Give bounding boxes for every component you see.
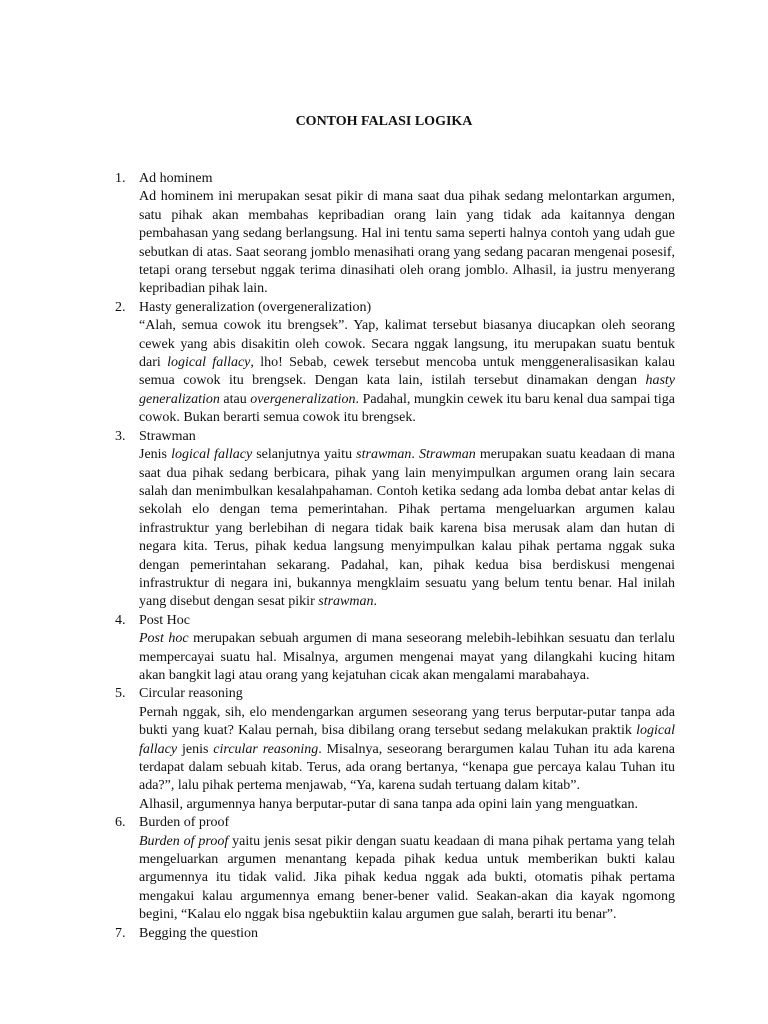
item-heading: Circular reasoning — [139, 686, 243, 702]
item-number: 4. — [115, 612, 126, 628]
text-run: . — [373, 594, 377, 610]
item-heading: Post Hoc — [139, 612, 190, 628]
text-run: atau — [219, 391, 251, 407]
item-paragraph — [139, 704, 675, 796]
fallacy-item — [115, 612, 675, 686]
item-paragraph — [139, 446, 675, 612]
text-run: Pernah nggak, sih, elo mendengarkan argumen seseorang yang terus berputar-putar tanpa ada bukti yang kuat? Kalau pernah, bisa dibilang orang tersebut sedang melakukan praktik — [139, 704, 675, 739]
emphasized-term: circular reasoning — [213, 741, 319, 757]
item-number: 1. — [115, 171, 126, 186]
item-heading: Strawman — [139, 428, 196, 444]
item-heading: Begging the question — [139, 925, 258, 941]
item-number: 2. — [115, 299, 126, 315]
document-title: CONTOH FALASI LOGIKA — [295, 114, 473, 129]
item-paragraph — [139, 317, 675, 427]
text-run: merupakan suatu keadaan di mana saat dua pihak sedang berbicara, pihak yang lain menyimpulkan argumen orang lain secara salah dan menimbulkan kesalahpahaman. Contoh ketika sedang ada lomba debat antar kelas di sekolah elo dengan tema pemerintahan. Pihak pertama mengeluarkan argumen kalau infrastruktur yang berlebihan di negara tidak baik karena bisa merusak alam dan hutan di negara kita. Terus, pihak kedua langsung menyimpulkan kalau pihak pertama nggak suka dengan pemerintahan sekarang. Padahal, kan, pihak kedua bisa berdiskusi mengenai infrastruktur di negara ini, bukannya mengklaim sesuatu yang belum tentu benar. Hal inilah yang disebut dengan sesat pikir — [139, 447, 676, 610]
emphasized-term: logical fallacy — [171, 447, 253, 463]
fallacy-item — [115, 814, 675, 924]
text-run: , lho! Sebab, cewek tersebut mencoba untuk menggeneralisasikan kalau semua cowok itu brengsek. Dengan kata lain, istilah tersebut dinamakan dengan — [139, 355, 675, 389]
text-run: . — [411, 447, 419, 463]
text-run: merupakan sebuah argumen di mana seseorang melebih-lebihkan sesuatu dan terlalu mempercayai suatu hal. Misalnya, argumen mengenai mayat yang dilangkahi kucing hitam akan bangkit lagi atau orang yang kejatuhan cicak akan mengalami marabahaya. — [139, 631, 675, 683]
fallacy-item — [115, 685, 675, 814]
item-number: 7. — [115, 925, 126, 941]
text-run: Ad hominem ini merupakan sesat pikir di mana saat dua pihak sedang melontarkan argumen, satu pihak akan membahas kepribadian orang lain yang tidak ada kaitannya dengan pembahasan yang sedang berlangsung. Hal ini tentu sama seperti halnya contoh yang udah gue sebutkan di atas. Saat seorang jomblo menasihati orang yang sedang pacaran mengenai posesif, tetapi orang tersebut nggak terima dinasihati oleh orang jomblo. Alhasil, ia justru menyerang kepribadian pihak lain. — [139, 189, 675, 297]
emphasized-term: Post hoc — [139, 631, 189, 647]
item-heading: Ad hominem — [139, 171, 213, 186]
text-run: selanjutnya yaitu — [252, 447, 357, 463]
fallacy-item — [115, 170, 675, 299]
fallacy-item — [115, 428, 675, 612]
text-run: . Padahal, mungkin cewek itu baru kenal dua sampai tiga cowok. Bukan berarti semua cowok itu brengsek. — [139, 391, 675, 426]
emphasized-term: Burden of proof — [139, 833, 229, 849]
text-run: yaitu jenis sesat pikir dengan suatu keadaan di mana pihak pertama yang telah mengeluarkan argumen menantang kepada pihak kedua untuk memberikan bukti kalau argumennya itu tidak valid. Jika pihak kedua nggak ada bukti, otomatis pihak pertama mengakui kalau argumennya emang bener-bener valid. Seakan-akan dia kayak ngomong begini, “Kalau elo nggak bisa ngebuktiin kalau argumen gue salah, berarti itu benar”. — [139, 833, 675, 923]
fallacy-list — [115, 170, 675, 943]
emphasized-term: logical fallacy — [167, 355, 251, 371]
item-number: 6. — [115, 815, 126, 831]
text-run: Alhasil, argumennya hanya berputar-putar di sana tanpa ada opini lain yang menguatkan. — [139, 796, 639, 812]
item-paragraph — [139, 188, 675, 298]
emphasized-term: logical fallacy — [139, 723, 675, 757]
fallacy-item — [115, 925, 675, 943]
item-heading: Hasty generalization (overgeneralization) — [139, 299, 372, 315]
item-paragraph — [139, 796, 675, 814]
emphasized-term: overgeneralization — [250, 391, 356, 407]
item-heading: Burden of proof — [139, 815, 230, 831]
item-number: 5. — [115, 686, 126, 702]
text-run: . Misalnya, seseorang berargumen kalau Tuhan itu ada karena terdapat dalam sebuah kitab. Terus, ada orang bertanya, “kenapa gue percaya kalau Tuhan itu ada?”, lalu pihak pertema menjawab, “Ya, karena sudah tertuang dalam kitab”. — [139, 741, 675, 794]
item-number: 3. — [115, 428, 126, 444]
text-run: jenis — [177, 741, 214, 757]
emphasized-term: hasty generalization — [139, 373, 675, 407]
fallacy-item — [115, 299, 675, 428]
emphasized-term: Strawman — [418, 447, 476, 463]
emphasized-term: strawman — [318, 594, 374, 610]
text-run: “Alah, semua cowok itu brengsek”. Yap, kalimat tersebut biasanya diucapkan oleh seorang cewek yang abis disakitin oleh cowok. Secara nggak langsung, itu merupakan suatu bentuk dari — [139, 318, 675, 371]
item-paragraph — [139, 833, 675, 925]
emphasized-term: strawman — [356, 447, 412, 463]
text-run: Jenis — [139, 447, 172, 463]
item-paragraph — [139, 630, 675, 685]
